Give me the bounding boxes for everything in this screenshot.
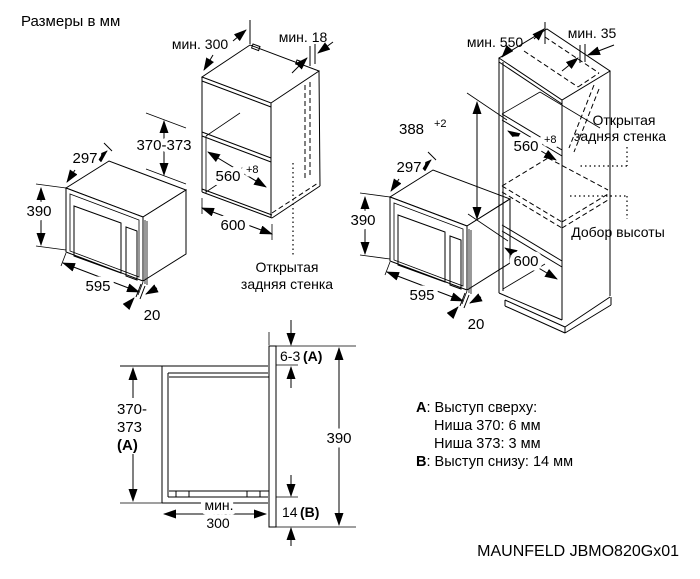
section-bottom-protrusion-label: 14 <box>282 504 298 520</box>
open-back-leader-tall <box>578 147 627 166</box>
section-min-depth-word: мин. <box>204 497 234 513</box>
microwave-frame-label: 20 <box>143 307 161 324</box>
dim-frame-arrow-left <box>126 298 134 307</box>
dim-depth-arrow-down <box>67 170 75 182</box>
legend-key-a: A <box>416 400 427 416</box>
dim-depth-tick <box>104 143 112 151</box>
legend-block <box>416 399 573 471</box>
tall-cabinet-niche-width-tolerance: +8 <box>544 134 557 146</box>
dim-depth-arrow-up <box>97 151 107 160</box>
cabinet-bottom-edge <box>202 189 272 218</box>
tall-cabinet-filler-label: Добор высоты <box>571 224 665 240</box>
tall-cabinet-min-depth-label: мин. 550 <box>466 34 524 50</box>
section-top-protrusion-ref: (A) <box>303 348 323 364</box>
section-min-depth-value: 300 <box>206 515 230 531</box>
open-back-dashed-lines <box>272 82 318 213</box>
wall-cabinet-min-depth-label: мин. 300 <box>171 36 229 52</box>
section-outer-walls <box>162 366 268 503</box>
tall-cabinet-niche-width-label: 560 <box>513 138 539 155</box>
wall-cabinet-open-back-label-2: задняя стенка <box>240 276 334 292</box>
section-front-height-label: 390 <box>326 430 352 447</box>
section-niche-height-line1: 370- <box>117 401 148 418</box>
legend-line-niche370: Ниша 370: 6 мм <box>434 418 541 434</box>
section-view-drawing <box>113 320 356 546</box>
legend-line-b <box>416 453 573 471</box>
dim-min300-arrow-down <box>204 55 213 70</box>
tall-cabinet-open-back-label-1: Открытая <box>592 112 656 128</box>
tall-cabinet-open-back-label-2: задняя стенка <box>573 128 667 144</box>
wall-cabinet-open-back-label-1: Открытая <box>255 259 319 275</box>
tall-cabinet-inner-width-label: 600 <box>513 253 539 270</box>
section-inner-walls <box>168 373 268 497</box>
microwave-oven-drawing <box>26 143 186 324</box>
filler-dashed-slab <box>502 158 608 228</box>
cabinet-top-face <box>202 45 319 103</box>
microwave-oven-drawing-right <box>350 152 510 333</box>
dim-min35-arrow-right <box>588 45 614 55</box>
legend-key-b: B <box>416 454 427 470</box>
section-niche-height-line3: (A) <box>117 437 138 454</box>
section-top-protrusion-label: 6-3 <box>280 348 301 364</box>
tall-bottom-front-edge <box>499 293 562 320</box>
niche-top-edge <box>202 132 271 162</box>
section-front-frame <box>269 346 276 527</box>
legend-line-a <box>416 399 573 417</box>
wall-cabinet-min-side-label: мин. 18 <box>278 29 328 45</box>
tall-cabinet-niche-height-tolerance: +2 <box>434 118 447 130</box>
wall-cabinet-niche-height-label: 370-373 <box>136 137 192 154</box>
microwave-width-label: 595 <box>85 278 111 295</box>
dim-frame-arrow-right <box>146 288 157 294</box>
dim-min18-ticks <box>310 44 315 66</box>
legend-text-b: : Выступ снизу: 14 мм <box>426 454 574 470</box>
tall-cabinet-min-clearance-label: мин. 35 <box>567 25 617 41</box>
legend-text-a: : Выступ сверху: <box>426 400 538 416</box>
microwave-height-label: 390 <box>26 203 52 220</box>
section-niche-height-line2: 373 <box>117 419 143 436</box>
model-name: MAUNFELD JBMO820Gx01 <box>477 543 679 560</box>
section-bottom-protrusion-ref: (B) <box>300 504 320 520</box>
dim-min300-arrow-up <box>233 30 246 41</box>
wall-cabinet-niche-width-label: 560 <box>215 168 241 185</box>
legend-line-niche373: Ниша 373: 3 мм <box>434 436 541 452</box>
wall-cabinet-outer-width-label: 600 <box>220 217 246 234</box>
page-title: Размеры в мм <box>21 13 121 30</box>
microwave-depth-label: 297 <box>72 150 98 167</box>
section-microwave-body <box>169 377 269 491</box>
tall-cabinet-niche-height-label: 388 <box>399 121 425 138</box>
wall-cabinet-niche-width-tolerance: +8 <box>246 164 259 176</box>
